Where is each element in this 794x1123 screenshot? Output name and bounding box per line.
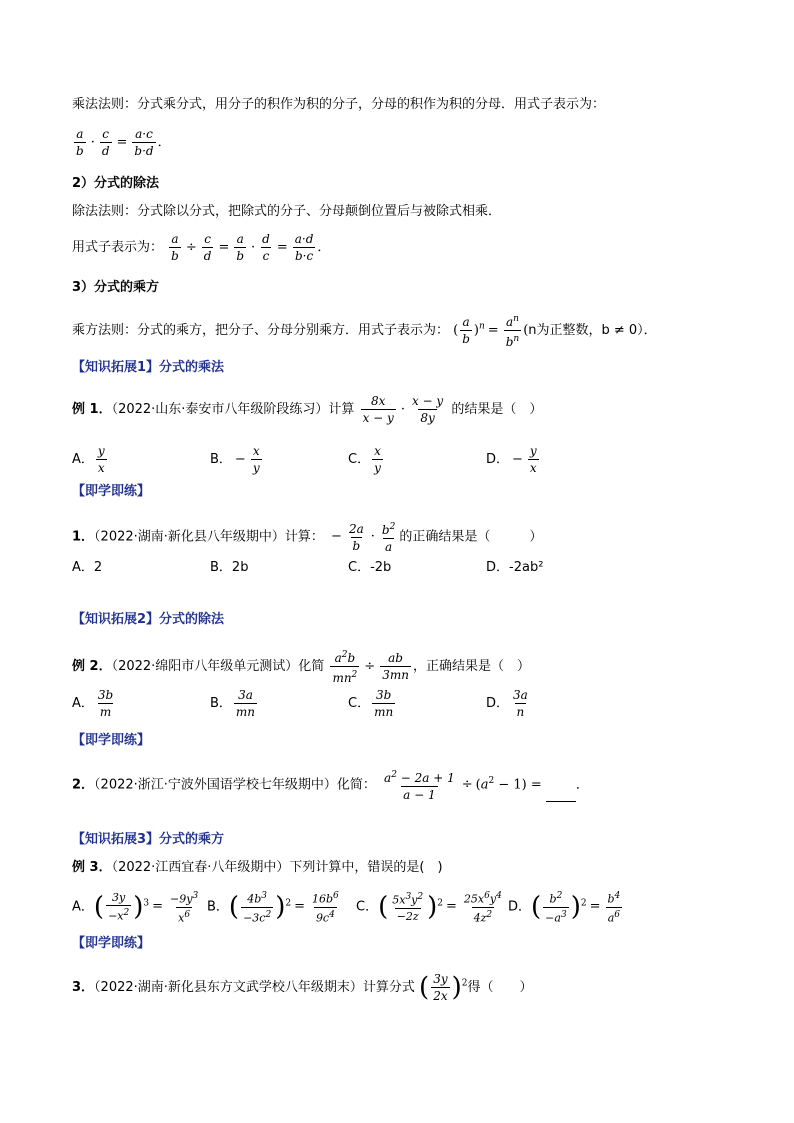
pow-rule-line: 乘方法则：分式的乘方，把分子、分母分别乘方．用式子表示为： ( $\frac{a}{b}$ )$^n$ = $\frac{a^n}{b^n}$ (n为正整数，b ≠ 0）．: [72, 314, 657, 349]
option-a[interactable]: A． $\frac{3b}{m}$: [72, 688, 114, 719]
option-a[interactable]: A．2: [72, 560, 103, 575]
example-2: 例 2．（2022·绵阳市八年级单元测试）化简 $\frac{a^2b}{mn^2}$ ÷ $\frac{ab}{3mn}$ ，正确结果是（ ）: [72, 650, 530, 685]
example-2-options: [72, 686, 672, 720]
practice-3: 3．（2022·湖南·新化县东方文武学校八年级期末）计算分式 ( $\frac{3y}{2x}$ )$^2$得（ ）: [72, 972, 533, 1003]
example-2-tail: ，正确结果是（ ）: [412, 659, 530, 674]
example-1-source: （2022·山东·泰安市八年级阶段练习）计算: [111, 402, 355, 417]
mul-rule-text: 乘法法则：分式乘分式，用分子的积作为积的分子，分母的积作为积的分母．用式子表示为：: [72, 97, 606, 112]
mul-formula: $\frac{a}{b}$ · $\frac{c}{d}$ = $\frac{a\cdot c}{b\cdot d}$ ．: [76, 127, 171, 158]
formula-frac: $\frac{c}{d}$: [101, 127, 110, 158]
formula-frac: $\frac{a}{b}$: [76, 127, 84, 158]
option-c[interactable]: C． $\frac{3b}{mn}$: [348, 688, 394, 719]
option-d[interactable]: D．( $\frac{b^2}{-a^3}$ )$^2$ = $\frac{b^4}{a^6}$: [508, 891, 621, 925]
extension-2-heading: 【知识拓展2】分式的除法: [72, 612, 225, 627]
practice-3-heading: 【即学即练】: [72, 936, 151, 951]
div-rule-text: 除法法则：分式除以分式，把除式的分子、分母颠倒位置后与被除式相乘．: [72, 204, 502, 219]
option-a[interactable]: A． $\frac{y}{x}$: [72, 444, 105, 475]
extension-1-heading: 【知识拓展1】分式的乘法: [72, 360, 225, 375]
example-3-source: （2022·江西宜春·八年级期中）下列计算中，错误的是( ): [111, 860, 443, 875]
practice-1-options: [72, 560, 672, 578]
pow-rule-text: 乘方法则：分式的乘方，把分子、分母分别乘方．用式子表示为：: [72, 323, 450, 338]
section-division-heading: 2）分式的除法: [72, 176, 160, 191]
option-d[interactable]: D． $\frac{3a}{n}$: [486, 688, 528, 719]
option-c[interactable]: C． $\frac{x}{y}$: [348, 444, 381, 475]
extension-3-heading: 【知识拓展3】分式的乘方: [72, 832, 225, 847]
example-2-label: 例 2．: [72, 659, 112, 674]
example-1-tail: 的结果是（ ）: [451, 402, 543, 417]
example-3-options: [72, 890, 712, 926]
practice-3-label: 3．: [72, 980, 95, 995]
practice-2-source: （2022·浙江·宁波外国语学校七年级期中）化简：: [94, 777, 376, 793]
practice-3-source: （2022·湖南·新化县东方文武学校八年级期末）计算分式: [94, 980, 415, 995]
practice-3-tail: 得（ ）: [467, 980, 533, 995]
option-b[interactable]: B． − $\frac{x}{y}$: [210, 444, 260, 475]
practice-2: 2．（2022·浙江·宁波外国语学校七年级期中）化简： $\frac{a^2 - 2a + 1}{a - 1}$ ÷ $(a^2 - 1)$ = ．: [72, 770, 589, 802]
option-b[interactable]: B． $\frac{3a}{mn}$: [210, 688, 256, 719]
option-c[interactable]: C．( $\frac{5x^3y^2}{-2z}$ )$^2$ = $\frac{25x^6y^4}{4z^2}$: [356, 891, 502, 925]
practice-1-source: （2022·湖南·新化县八年级期中）计算：: [94, 529, 324, 545]
example-3-label: 例 3．: [72, 860, 112, 875]
option-d[interactable]: D．-2ab²: [486, 560, 544, 575]
div-formula: 用式子表示为： $\frac{a}{b}$ ÷ $\frac{c}{d}$ = $\frac{a}{b}$ · $\frac{d}{c}$ = $\frac{a\cdot d}{b\cdot c}$ ．: [72, 232, 331, 263]
practice-1-tail: 的正确结果是（ ）: [399, 529, 543, 545]
option-c[interactable]: C．-2b: [348, 560, 392, 575]
option-d[interactable]: D． − $\frac{y}{x}$: [486, 444, 537, 475]
practice-2-heading: 【即学即练】: [72, 733, 151, 748]
example-1-options: [72, 440, 672, 474]
formula-frac: $\frac{a\cdot c}{b\cdot d}$: [134, 127, 154, 158]
example-1: 例 1．（2022·山东·泰安市八年级阶段练习）计算 $\frac{8x}{x - y}$ · $\frac{x - y}{8y}$ 的结果是（ ）: [72, 394, 543, 425]
option-b[interactable]: B．2b: [210, 560, 249, 575]
answer-blank[interactable]: [546, 789, 576, 802]
practice-1: 1．（2022·湖南·新化县八年级期中）计算： − $\frac{2a}{b}$ · $\frac{b^2}{a}$ 的正确结果是（ ）: [72, 521, 543, 554]
section-power-heading: 3）分式的乘方: [72, 280, 160, 295]
div-formula-prefix: 用式子表示为：: [72, 240, 164, 255]
practice-1-label: 1．: [72, 529, 95, 545]
example-2-source: （2022·绵阳市八年级单元测试）化简: [111, 659, 325, 674]
pow-condition: n为正整数，b ≠ 0）．: [528, 323, 657, 338]
example-1-label: 例 1．: [72, 402, 112, 417]
option-a[interactable]: A．( $\frac{3y}{-x^2}$ )$^3$ = $\frac{-9y^3}{x^6}$: [72, 891, 199, 925]
option-b[interactable]: B．( $\frac{4b^3}{-3c^2}$ )$^2$ = $\frac{16b^6}{9c^4}$: [207, 891, 339, 925]
practice-1-heading: 【即学即练】: [72, 484, 151, 499]
practice-2-label: 2．: [72, 777, 95, 793]
example-3: [72, 860, 443, 876]
